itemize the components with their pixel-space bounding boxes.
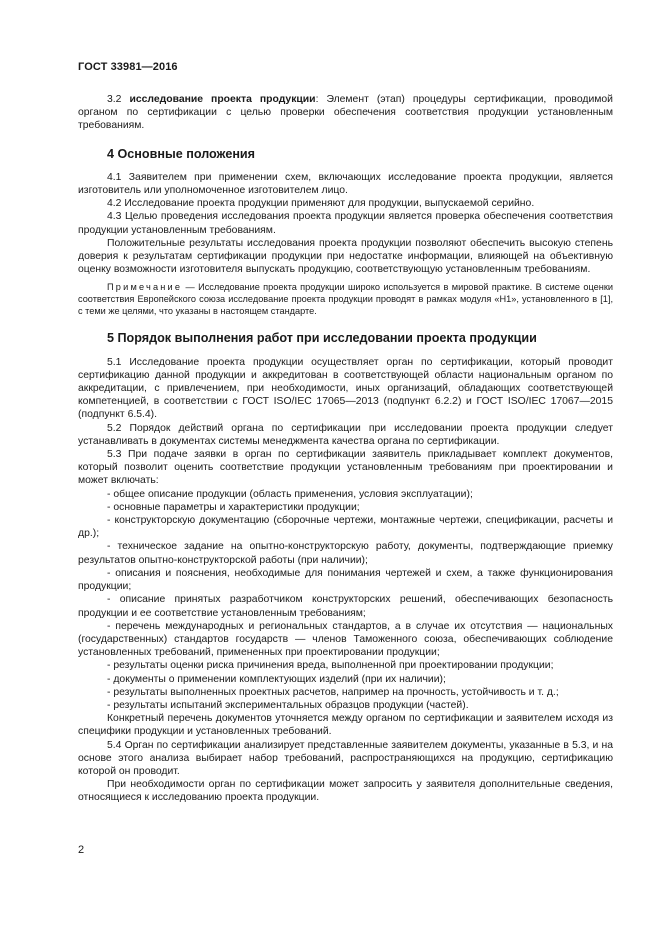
clause-3-2 bbox=[78, 93, 613, 133]
clause-5-4: 5.4 Орган по сертификации анализирует представленные заявителем документы, указанные в 5.3, и на основе этого анализа выбирает набор требований, распространяющихся на продукцию, сертификацию которой он проводит. bbox=[78, 739, 613, 777]
list-item: - результаты выполненных проектных расчетов, например на прочность, устойчивость и т. д.; bbox=[107, 686, 559, 698]
term-definition: : Элемент (этап) процедуры сертификации, проводимой органом по сертификации с целью проверки обеспечения соответствия продукции установленным требованиям. bbox=[78, 94, 613, 132]
list-item: - описания и пояснения, необходимые для понимания чертежей и схем, а также функционирования продукции; bbox=[78, 567, 613, 593]
list-item: - результаты испытаний экспериментальных образцов продукции (частей). bbox=[107, 699, 469, 711]
list-item: - документы о применении комплектующих изделий (при их наличии); bbox=[107, 673, 446, 685]
page-number: 2 bbox=[78, 844, 85, 856]
paragraph-positive-results: Положительные результаты исследования проекта продукции позволяют обеспечить высокую степень доверия к результатам сертификации продукции при недостатке информации, влияющей на объективную оценку возможности изготовителя выпускать продукцию, соответствующую установленным требованиям. bbox=[78, 237, 613, 276]
list-item: - описание принятых разработчиком конструкторских решений, обеспечивающих безопасность продукции и ее соответствие установленным требованиям; bbox=[78, 594, 613, 619]
list-item: - общее описание продукции (область применения, условия эксплуатации); bbox=[107, 488, 473, 500]
list-item: - основные параметры и характеристики продукции; bbox=[107, 501, 360, 513]
list-item: - конструкторскую документацию (сборочные чертежи, монтажные чертежи, спецификации, расчеты и др.); bbox=[78, 515, 613, 540]
note-text: — Исследование проекта продукции широко используется в мировой практике. В системе оценки соответствия Европейского союза исследование проекта продукции проводят в рамках модуля «H1», установленного в [1], с теми же целями, что указаны в настоящем стандарте. bbox=[78, 282, 613, 317]
note bbox=[78, 281, 613, 317]
section-4-heading: 4 Основные положения bbox=[107, 146, 256, 161]
note-label: Примечание bbox=[107, 282, 183, 293]
list-item: - результаты оценки риска причинения вреда, выполненной при проектировании продукции; bbox=[107, 660, 554, 672]
list-item: - техническое задание на опытно-конструкторскую работу, документы, подтверждающие приемку результатов опытно-конструкторской работы (при наличии); bbox=[78, 541, 613, 566]
clause-number: 3.2 bbox=[107, 94, 130, 105]
document-body bbox=[78, 93, 613, 805]
clause-5-3: 5.3 При подаче заявки в орган по сертификации заявитель прикладывает комплект документов, который позволит оценить соответствие продукции установленным требованиям при проектировании и может включать: bbox=[78, 449, 613, 487]
section-5-heading: 5 Порядок выполнения работ при исследовании проекта продукции bbox=[107, 331, 537, 346]
clause-5-2: 5.2 Порядок действий органа по сертификации при исследовании проекта продукции следует устанавливать в документах системы менеджмента качества органа по сертификации. bbox=[78, 422, 613, 447]
term: исследование проекта продукции bbox=[129, 94, 316, 105]
clause-4-2: 4.2 Исследование проекта продукции применяют для продукции, выпускаемой серийно. bbox=[107, 198, 535, 210]
clause-4-3: 4.3 Целью проведения исследования проекта продукции является проверка обеспечения соответствия продукции установленным требованиям. bbox=[78, 211, 613, 236]
paragraph-document-list: Конкретный перечень документов уточняется между органом по сертификации и заявителем исходя из специфики продукции и установленных требований. bbox=[78, 713, 613, 738]
list-item: - перечень международных и региональных стандартов, а в случае их отсутствия — национальных (государственных) стандартов государств — членов Таможенного союза, обеспечивающих соблюдение установленных требований, примененных при проектировании продукции; bbox=[78, 620, 613, 659]
clause-4-1: 4.1 Заявителем при применении схем, включающих исследование проекта продукции, является изготовитель или уполномоченное изготовителем лицо. bbox=[78, 171, 613, 197]
paragraph-additional-info: При необходимости орган по сертификации может запросить у заявителя дополнительные сведения, относящиеся к исследованию проекта продукции. bbox=[78, 779, 613, 804]
document-header: ГОСТ 33981—2016 bbox=[78, 61, 178, 73]
clause-5-1: 5.1 Исследование проекта продукции осуществляет орган по сертификации, который проводит сертификацию данной продукции и аккредитован в соответствующей области национальным органом по аккредитации, с привлечением, при необходимости, иных организаций, обладающих соответствующей компетенцией, в соответствии с ГОСТ ISO/IEC 17065—2013 (подпункт 6.2.2) и ГОСТ ISO/IEC 17067—2015 (подпункт 6.5.4). bbox=[78, 356, 613, 421]
